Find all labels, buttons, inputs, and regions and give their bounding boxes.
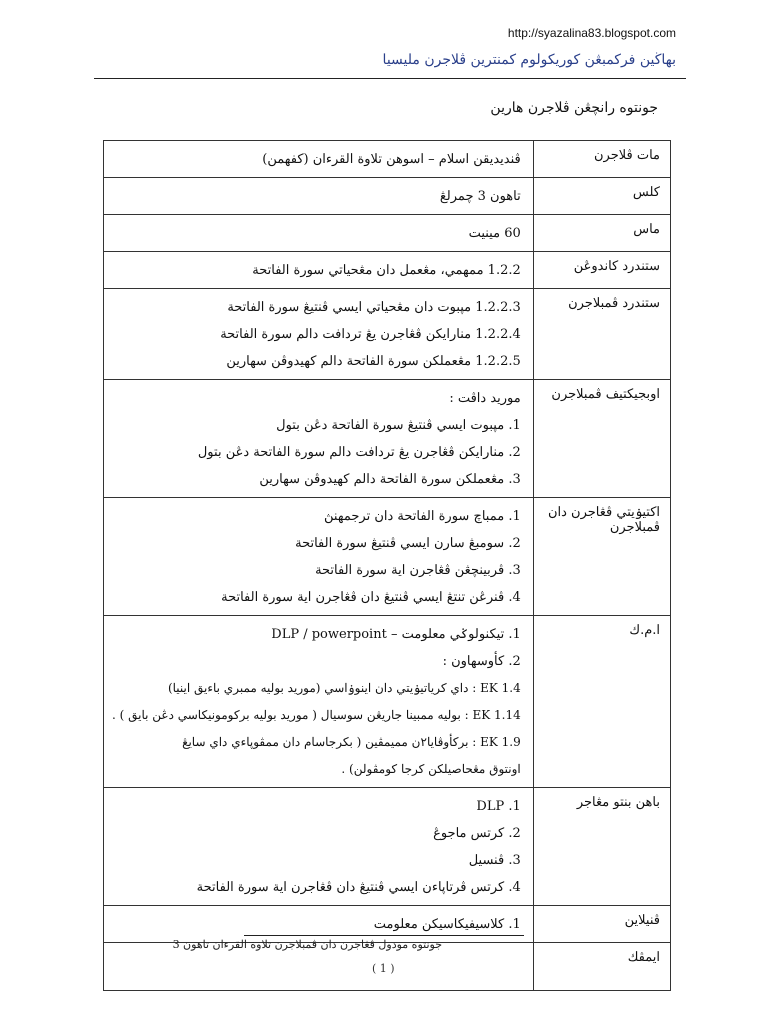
row-label-assessment: ڤنيلاين bbox=[533, 906, 670, 943]
row-line: 1.2.2.5 مڠعملكن سورة الفاتحة دالم كهيدوڤن سهارين bbox=[226, 354, 521, 369]
row-materials bbox=[104, 788, 671, 906]
row-line: 60 مينيت bbox=[468, 226, 521, 241]
row-line: 3. ڤنسيل bbox=[468, 853, 521, 868]
row-label-impact: ايمڤك bbox=[533, 943, 670, 991]
row-value-objectives bbox=[104, 380, 534, 498]
row-line: 1. تيكنولوݢي معلومت – DLP / powerpoint bbox=[271, 627, 521, 642]
row-label-subject: مات ڤلاجرن bbox=[533, 141, 670, 178]
row-line: موريد داڤت : bbox=[449, 391, 521, 406]
row-assessment bbox=[104, 906, 671, 943]
row-label-materials: باهن بنتو مڠاجر bbox=[533, 788, 670, 906]
row-line: 4. كرتس ڤرتاڽاءن ايسي ڤنتيڠ دان ڤڠاجرن اية سورة الفاتحة bbox=[196, 880, 521, 895]
ministry-banner: بهاڬين فركمبڠن كوريكولوم كمنترين ڤلاجرن مليسيا bbox=[382, 52, 676, 68]
row-label-activities: اكتيۏيتي ڤڠاجرن دان ڤمبلاجرن bbox=[533, 498, 670, 616]
row-value-assessment bbox=[104, 906, 534, 943]
row-value-materials bbox=[104, 788, 534, 906]
footnote-text: جونتوه مودول ڤڠاجرن دان ڤمبلاجرن تلاوة القرءان تاهون 3 bbox=[172, 938, 442, 951]
row-ems bbox=[104, 616, 671, 788]
row-value-ems bbox=[104, 616, 534, 788]
row-objectives bbox=[104, 380, 671, 498]
row-line: 2. كأوسهاون : bbox=[442, 654, 521, 669]
row-line: EK 1.14 : بوليه ممبينا جاريڠن سوسيال ( موريد بوليه بركومونيكاسي دڠن بايق ) . bbox=[112, 708, 521, 722]
row-line: 3. مڠعملكن سورة الفاتحة دالم كهيدوڤن سهارين bbox=[259, 472, 521, 487]
row-line: 3. ڤربينچڠن ڤڠاجرن اية سورة الفاتحة bbox=[315, 563, 521, 578]
row-line: 1.2.2 ممهمي، مڠعمل دان مڠحياتي سورة الفاتحة bbox=[252, 263, 521, 278]
footnote-divider bbox=[244, 935, 524, 936]
row-time bbox=[104, 215, 671, 252]
row-value-subject bbox=[104, 141, 534, 178]
row-line: ڤنديديقن اسلام – اسوهن تلاوة القرءان (كفهمن) bbox=[262, 152, 521, 167]
row-line: 1.2.2.4 منارايكن ڤڠاجرن يڠ تردافت دالم سورة الفاتحة bbox=[220, 327, 521, 342]
row-label-learning-standard: ستندرد ڤمبلاجرن bbox=[533, 289, 670, 380]
row-value-time bbox=[104, 215, 534, 252]
header-divider bbox=[94, 78, 686, 79]
row-line: 1. DLP bbox=[476, 799, 521, 814]
row-line: 2. سومبڠ سارن ايسي ڤنتيڠ سورة الفاتحة bbox=[295, 536, 521, 551]
row-line: EK 1.9 : بركأوڤايا٢ن مميمڤين ( بكرجاسام دان ممڤوڽاءي داي سايڠ bbox=[182, 735, 521, 749]
row-label-class: كلس bbox=[533, 178, 670, 215]
page-number: ( 1 ) bbox=[372, 962, 395, 975]
row-line: 4. ڤنرڠن تنتڠ ايسي ڤنتيڠ دان ڤڠاجرن اية سورة الفاتحة bbox=[221, 590, 521, 605]
row-line bbox=[112, 948, 521, 975]
lesson-plan-table bbox=[103, 140, 671, 991]
row-activities bbox=[104, 498, 671, 616]
row-line: 1.2.2.3 مڽبوت دان مڠحياتي ايسي ڤنتيڠ سورة الفاتحة bbox=[227, 300, 521, 315]
row-line: 1. مڽبوت ايسي ڤنتيڠ سورة الفاتحة دڠن بتول bbox=[276, 418, 521, 433]
row-line: 2. منارايكن ڤڠاجرن يڠ تردافت دالم سورة الفاتحة دڠن بتول bbox=[197, 445, 521, 460]
row-line: 2. كرتس ماجوڠ bbox=[433, 826, 521, 841]
document-title: جونتوه رانچڠن ڤلاجرن هارين bbox=[490, 100, 658, 116]
blog-url: http://syazalina83.blogspot.com bbox=[507, 26, 676, 40]
row-value-learning-standard bbox=[104, 289, 534, 380]
row-label-objectives: اوبجيكتيف ڤمبلاجرن bbox=[533, 380, 670, 498]
row-line: EK 1.4 : داي كرياتيۏيتي دان اينوۏاسي (موريد بوليه ممبري باءيق اينيا) bbox=[167, 681, 521, 695]
row-label-content-standard: ستندرد كاندوڠن bbox=[533, 252, 670, 289]
row-line: اونتوق مڠحاصيلكن كرجا كومڤولن) . bbox=[341, 762, 521, 776]
row-line: تاهون 3 چمرلڠ bbox=[439, 189, 521, 204]
row-line: 1. ممباچ سورة الفاتحة دان ترجمهنڽ bbox=[324, 509, 521, 524]
row-value-content-standard bbox=[104, 252, 534, 289]
row-label-time: ماس bbox=[533, 215, 670, 252]
row-label-ems: ا.م.ك bbox=[533, 616, 670, 788]
row-content-standard bbox=[104, 252, 671, 289]
row-class bbox=[104, 178, 671, 215]
row-subject bbox=[104, 141, 671, 178]
row-line: 1. كلاسيفيكاسيكن معلومت bbox=[373, 917, 521, 932]
row-value-class bbox=[104, 178, 534, 215]
row-learning-standard bbox=[104, 289, 671, 380]
row-value-activities bbox=[104, 498, 534, 616]
